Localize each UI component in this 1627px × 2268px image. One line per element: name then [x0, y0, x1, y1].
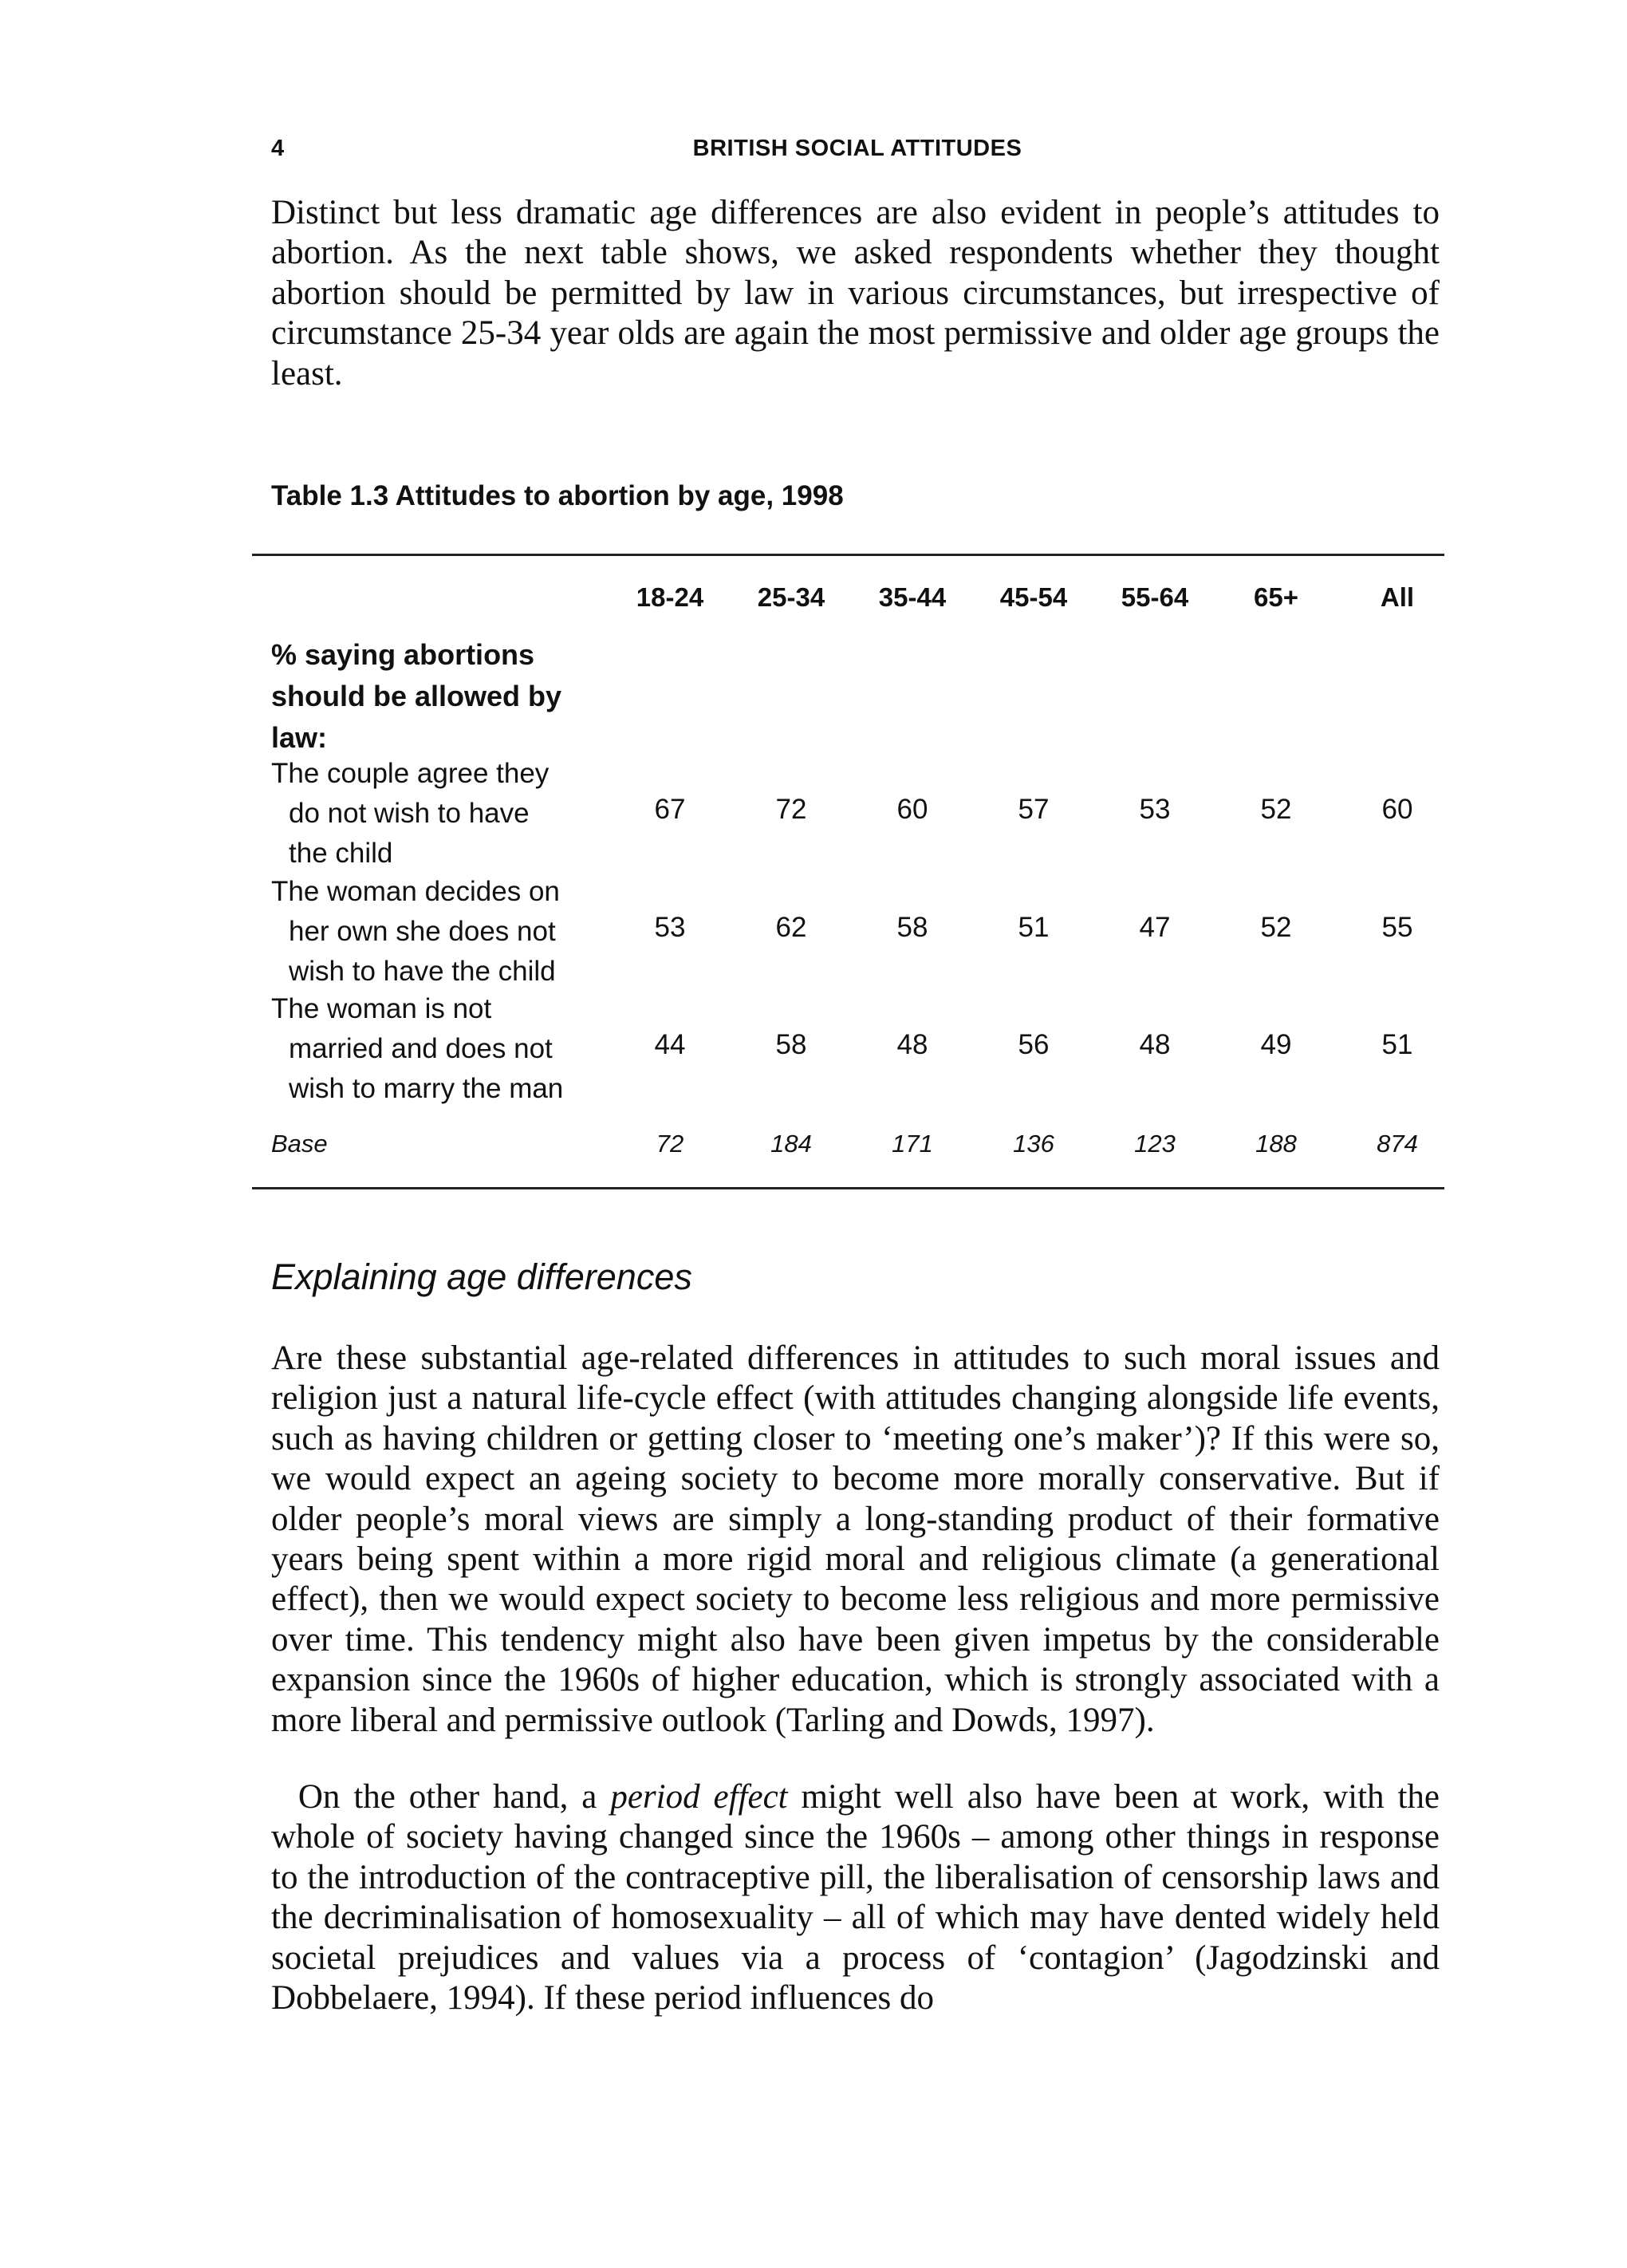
table-cell: 62	[775, 912, 807, 943]
column-header: 65+	[1254, 582, 1298, 612]
column-header: 45-54	[999, 582, 1068, 612]
row-label-line: do not wish to have	[289, 798, 530, 829]
table-cell: 58	[896, 912, 928, 943]
row-label-woman-not-married	[271, 989, 563, 1109]
column-header: 35-44	[878, 582, 947, 612]
column-header: 18-24	[636, 582, 704, 612]
intro-paragraph: Distinct but less dramatic age differences are also evident in people’s attitudes to abortion. As the next table shows, we asked respondents whether they thought abortion should be permitted by law in various circumstances, but irrespective of circumstance 25-34 year olds are again the most permissive and older age groups the least.	[271, 194, 1440, 392]
table-cell: 60	[896, 794, 928, 825]
base-cell: 874	[1377, 1130, 1418, 1158]
table-group-label	[271, 634, 561, 759]
row-label-woman-decides	[271, 872, 560, 992]
table-bottom-rule	[252, 1187, 1444, 1189]
base-cell: 171	[892, 1130, 933, 1158]
table-cell: 51	[1018, 912, 1050, 943]
row-label-couple-agree	[271, 754, 549, 874]
table-cell: 52	[1260, 794, 1292, 825]
group-label-line: law:	[271, 721, 328, 754]
paragraph-text: might well also have been at work, with the whole of society having changed since the 1960s – among other things in response to the introduction of the contraceptive pill, the liberalisation of censorship laws and the decriminalisation of homosexuality – all of which may have dented widely held societal prejudices and values via a process of ‘contagion’ (Jagodzinski and Dobbelaere, 1994). If these period influences do	[271, 1778, 1440, 2018]
body-paragraph: Are these substantial age-related differences in attitudes to such moral issues and religion just a natural life-cycle effect (with attitudes changing alongside life events, such as having children or getting closer to ‘meeting one’s maker’)? If this were so, we would expect an ageing society to become more morally conservative. But if older people’s moral views are simply a long-standing product of their formative years being spent within a more rigid moral and religious climate (a generational effect), then we would expect society to become less religious and more permissive over time. This tendency might also have been given impetus by the considerable expansion since the 1960s of higher education, which is strongly associated with a more liberal and permissive outlook (Tarling and Dowds, 1997).	[271, 1339, 1440, 1739]
table-cell: 48	[896, 1029, 928, 1060]
row-label-line: married and does not	[289, 1033, 553, 1064]
emphasis-term: period effect	[610, 1778, 788, 1816]
table-cell: 53	[1139, 794, 1171, 825]
row-label-line: The woman decides on	[271, 876, 560, 907]
base-cell: 136	[1013, 1130, 1054, 1158]
body-paragraph	[271, 1777, 1440, 2018]
group-label-line: should be allowed by	[271, 680, 562, 712]
base-cell: 188	[1255, 1130, 1297, 1158]
paragraph-text: On the other hand, a	[297, 1778, 611, 1816]
table-cell: 72	[775, 794, 807, 825]
row-label-line: wish to have the child	[289, 956, 556, 987]
section-heading: Explaining age differences	[271, 1256, 692, 1297]
table-cell: 53	[654, 912, 686, 943]
table-cell: 51	[1381, 1029, 1413, 1060]
table-cell: 60	[1381, 794, 1413, 825]
base-label: Base	[271, 1130, 328, 1158]
table-cell: 55	[1381, 912, 1413, 943]
page-number: 4	[271, 136, 285, 161]
row-label-line: the child	[289, 838, 393, 869]
table-cell: 44	[654, 1029, 686, 1060]
table-cell: 58	[775, 1029, 807, 1060]
column-header: 55-64	[1121, 582, 1189, 612]
table-cell: 52	[1260, 912, 1292, 943]
table-cell: 56	[1018, 1029, 1050, 1060]
row-label-line: The couple agree they	[271, 758, 550, 789]
row-label-line: her own she does not	[289, 916, 556, 947]
base-cell: 72	[656, 1130, 684, 1158]
base-cell: 184	[770, 1130, 812, 1158]
table-cell: 57	[1018, 794, 1050, 825]
column-header: All	[1380, 582, 1415, 612]
table-cell: 48	[1139, 1029, 1171, 1060]
row-label-line: wish to marry the man	[289, 1073, 564, 1104]
table-caption: Table 1.3 Attitudes to abortion by age, 1998	[271, 480, 844, 511]
table-cell: 67	[654, 794, 686, 825]
table-cell: 49	[1260, 1029, 1292, 1060]
running-head	[271, 136, 1444, 168]
base-cell: 123	[1134, 1130, 1176, 1158]
column-header: 25-34	[757, 582, 825, 612]
row-label-line: The woman is not	[271, 993, 492, 1024]
group-label-line: % saying abortions	[271, 638, 535, 671]
table-cell: 47	[1139, 912, 1171, 943]
table-top-rule	[252, 554, 1444, 556]
journal-title: BRITISH SOCIAL ATTITUDES	[692, 136, 1022, 161]
